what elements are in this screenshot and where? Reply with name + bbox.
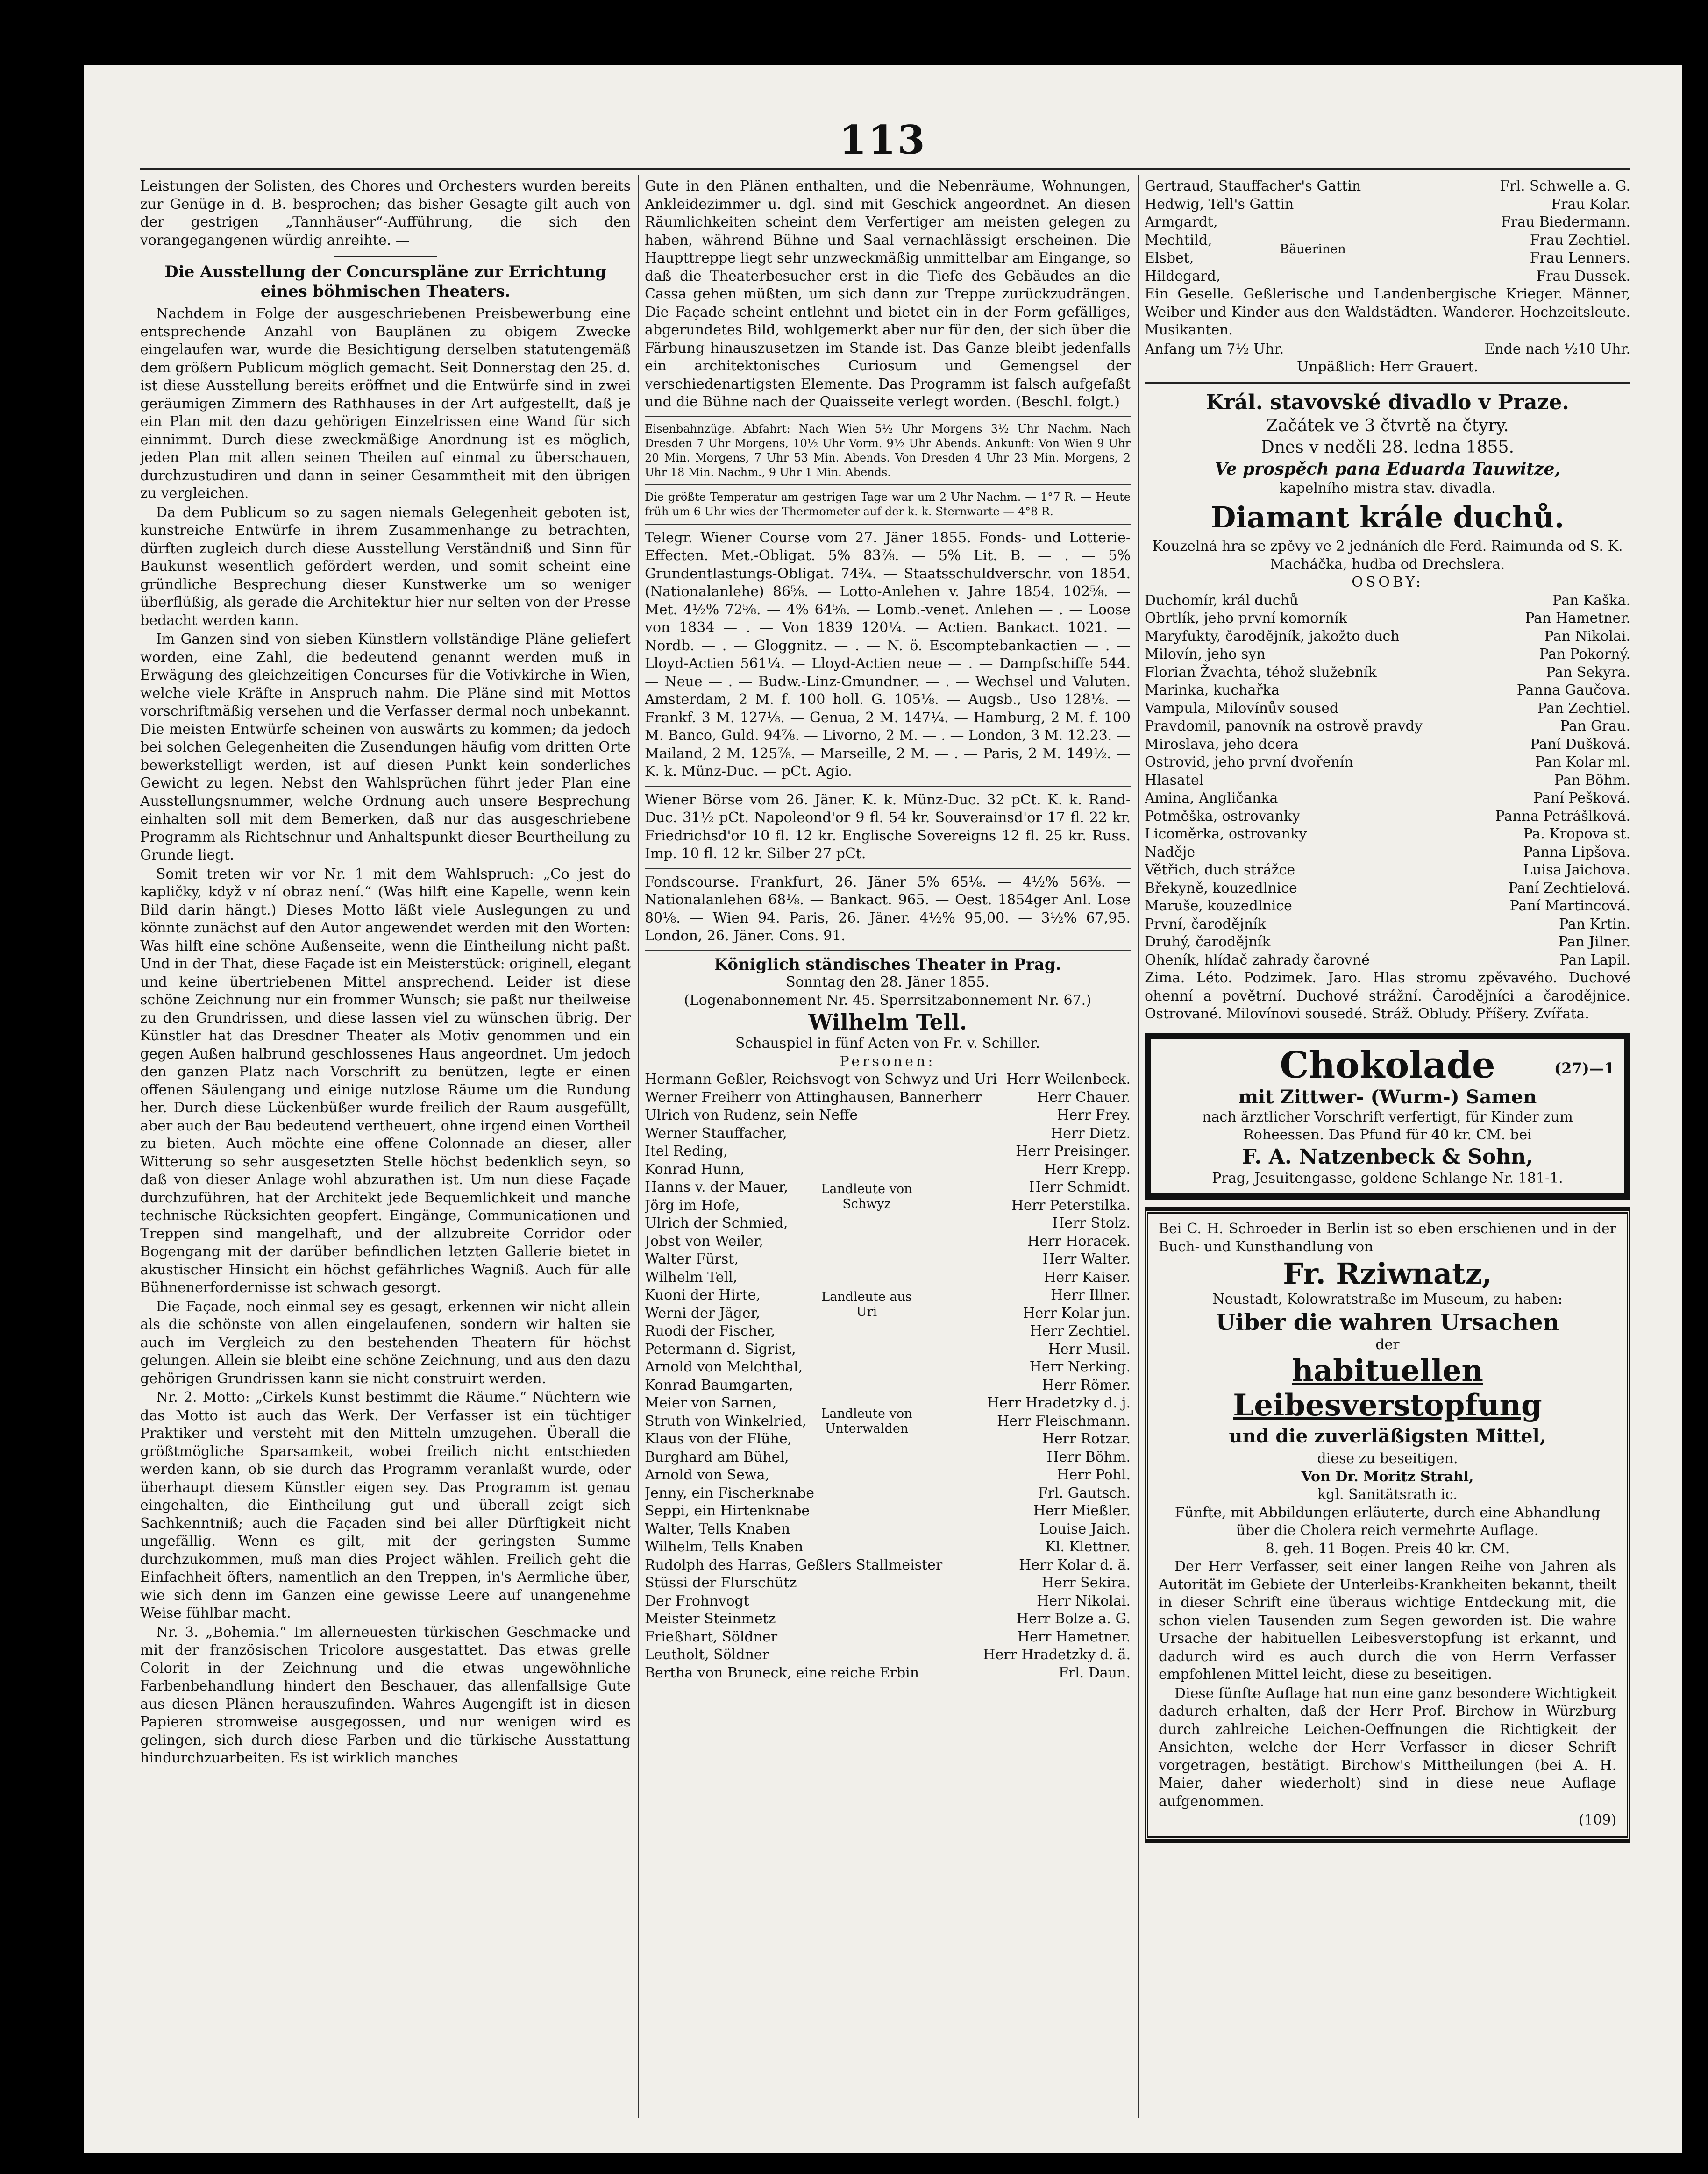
cast-row: Wilhelm, Tells Knaben Kl. Klettner. [645,1539,1131,1555]
cast-row: Potměška, ostrovanky Panna Petrášlková. [1145,808,1630,824]
cast-list-b [645,1485,1131,1683]
extras: Ein Geselle. Geßlerische und Landenbergische Krieger. Männer, Weiber und Kinder aus den Waldstädten. Wanderer. Hochzeitsleute. Musikanten. [1145,286,1630,338]
czech-start-time: Začátek ve 3 čtvrtě na čtyry. [1266,416,1509,435]
divider [645,524,1131,525]
cast-group-unterwalden: Arnold von Melchthal, Konrad Baumgarten, Meier von Sarnen, Struth von Winkelried, Klaus von der Flühe, Burghard am Bühel, Arnold von Sewa, Landleute von Unterwalden Herr Nerking. Herr Römer. Herr Hradetzky d. j. Herr Fleischmann. Herr Rotzar. Herr Böhm. Herr Pohl. [645,1359,1131,1483]
cast-row: Maryfukty, čarodějník, jakožto duch Pan Nikolai. [1145,628,1630,645]
ad-reference: (27)—1 [1554,1059,1615,1077]
article-paragraph: Nr. 3. „Bohemia.“ Im allerneuesten türkischen Geschmacke und mit der französischen Tricolore ausgestattet. Das etwas grelle Colorit in der Zeichnung und die etwas ungewöhnliche Farbenbehandlung hindert den Beschauer, das allenfallsige Gute aus diesen Plänen herauszufinden. Wahres Augengift ist in diesen Papieren stromweise ausgegossen, und nur wenigen wird es gelingen, sich durch diese Farben und die türkische Ausstattung hindurchzuarbeiten. Es ist wirklich manches [140,1624,631,1766]
divider [645,786,1131,787]
page-number: 113 [839,117,927,163]
newspaper-page [84,65,1682,2153]
column-2 [645,178,1131,2116]
cast-row: Florian Žvachta, téhož služebník Pan Sekyra. [1145,664,1630,681]
cast-row: Bertha von Bruneck, eine reiche Erbin Frl. Daun. [645,1664,1131,1681]
column-divider [1138,175,1139,2118]
ad-paragraph: Der Herr Verfasser, seit einer langen Reihe von Jahren als Autorität im Gebiete der Unterleibs-Krankheiten bekannt, theilt in dieser Schrift eine überaus wichtige Entdeckung mit, die schon vielen Tausenden zum Segen geworden ist. Die wahre Ursache der habituellen Leibesverstopfung ist erkannt, und dadurch wird es auch durch die von Herrn Verfasser empfohlenen Mittel leicht, diese zu beseitigen. [1159,1558,1616,1683]
cast-row: Werner Freiherr von Attinghausen, Bannerherr Herr Chauer. [645,1089,1131,1106]
cast-row: Meister Steinmetz Herr Bolze a. G. [645,1611,1131,1627]
cast-row: Werner Stauffacher, Herr Dietz. [645,1125,1131,1142]
cast-row: Ulrich von Rudenz, sein Neffe Herr Frey. [645,1107,1131,1123]
book-author: Von Dr. Moritz Strahl, [1301,1468,1474,1485]
cast-row: Milovín, jeho syn Pan Pokorný. [1145,646,1630,662]
divider [645,416,1131,417]
cast-row: Licoměrka, ostrovanky Pa. Kropova st. [1145,826,1630,842]
cast-list-a [645,1071,1131,1143]
czech-benefit: Ve prospěch pana Eduarda Tauwitze, [1215,459,1560,479]
cast-row: Duchomír, král duchů Pan Kaška. [1145,592,1630,609]
cast-row: Obrtlík, jeho první komorník Pan Hametner. [1145,610,1630,626]
header-rule [140,168,1630,170]
book-edition: Fünfte, mit Abbildungen erläuterte, durch eine Abhandlung über die Cholera reich vermehrte Auflage. [1174,1504,1601,1539]
divider [645,868,1131,869]
cast-row: Naděje Panna Lipšova. [1145,844,1630,860]
cast-row: Ostrovid, jeho první dvořenín Pan Kolar ml. [1145,754,1630,770]
czech-extras: Zima. Léto. Podzimek. Jaro. Hlas stromu zpěvavého. Duchové ohenní a povětrní. Duchové strážní. Čarodějníci a čarodějnice. Ostrované. Milovínovi sousedé. Stráž. Obludy. Příšery. Zvířata. [1145,970,1630,1022]
ad-address: Prag, Jesuitengasse, goldene Schlange Nr. 181-1. [1212,1170,1563,1186]
book-title-main: habituellen Leibesverstopfung [1233,1353,1542,1423]
cast-group-schwyz: Itel Reding, Konrad Hunn, Hanns v. der Mauer, Jörg im Hofe, Ulrich der Schmied, Jobst von Weiler, Landleute von Schwyz Herr Preisinger. Herr Krepp. Herr Schmidt. Herr Peterstilka. Herr Stolz. Herr Horacek. [645,1143,1131,1250]
book-title-line: der [1375,1336,1400,1353]
divider [1145,382,1630,384]
ad-intro: Bei C. H. Schroeder in Berlin ist so eben erschienen und in der Buch- und Kunsthandlung von [1159,1221,1616,1255]
cast-row: Seppi, ein Hirtenknabe Herr Mießler. [645,1503,1131,1519]
cast-group-uri: Walter Fürst, Wilhelm Tell, Kuoni der Hirte, Werni der Jäger, Ruodi der Fischer, Petermann d. Sigrist, Landleute aus Uri Herr Walter. Herr Kaiser. Herr Illner. Herr Kolar jun. Herr Zechtiel. Herr Musil. [645,1251,1131,1357]
ad-title: Chokolade (27)—1 [1160,1045,1615,1086]
theater-date: Sonntag den 28. Jäner 1855. [786,974,989,990]
cast-row: Walter, Tells Knaben Louise Jaich. [645,1520,1131,1537]
cast-row: Rudolph des Harras, Geßlers Stallmeister Herr Kolar d. ä. [645,1556,1131,1573]
time-row: Anfang um 7½ Uhr. Ende nach ½10 Uhr. [1145,341,1630,357]
vienna-boerse: Wiener Börse vom 26. Jäner. K. k. Münz-Duc. 32 pCt. K. k. Rand-Duc. 31½ pCt. Napoleond'or 9 fl. 54 kr. Souverainsd'or 17 fl. 22 kr. Friedrichsd'or 10 fl. 12 kr. Englische Sovereigns 12 fl. 25 kr. Russ. Imp. 10 fl. 12 kr. Silber 27 pCt. [645,791,1131,862]
czech-cast-heading: OSOBY: [1352,574,1423,590]
cast-row: Der Frohnvogt Herr Nikolai. [645,1592,1131,1609]
book-author-role: kgl. Sanitätsrath ic. [1317,1486,1458,1503]
book-advertisement [1145,1210,1630,1840]
bookseller-name: Fr. Rziwnatz, [1283,1257,1492,1291]
article-paragraph: Somit treten wir vor Nr. 1 mit dem Wahlspruch: „Co jest do kapličky, když v ní obraz není.“ (Was hilft eine Kapelle, wenn kein Bild darin hängt.) Dieses Motto läßt viele Auslegungen zu und könnte zunächst auf den Autor angewendet werden mit den Worten: Was hilft eine schöne Außenseite, wenn die Eintheilung nicht paßt. Und in der That, diese Façade ist ein Meisterstück: originell, elegant und keine übertriebenen Mittel ansprechend. Leider ist diese schöne Zeichnung nur ein frommer Wunsch; sie paßt nur theilweise zu den Grundrissen, und diese lassen viel zu wünschen übrig. Der Künstler hat das Dresdner Theater als Motiv genommen und ein gegen Außen halbrund geschlossenes Haus angeordnet. Um jedoch den ganzen Platz nach Vorschrift zu benützen, legte er einen offenen Säulengang und einige nutzlose Räume um die Rundung her. Durch diese Lückenbüßer wurde freilich der Raum ausgefüllt, aber auch der Bau bedeutend vertheuert, ohne irgend einen Vortheil zu bieten. Auch möchte eine offene Colonnade an dieser, aller Witterung so sehr ausgesetzten Stelle höchst bedenklich seyn, so daß von dieser Anlage wohl abzurathen ist. Um nun diese Façade durchzuführen, hat der Architekt jede Bequemlichkeit und manche technische Rücksichten geopfert. Eingänge, Communicationen und Treppen sind mangelhaft, und der allzubreite Corridor oder Bogengang mit der darüber befindlichen letzten Gallerie bietet in akustischer Hinsicht ein höchst gefährliches Wagniß. Auch für alle Bühnenerfordernisse ist schwach gesorgt. [140,866,631,1296]
cast-row: Hermann Geßler, Reichsvogt von Schwyz und Uri Herr Weilenbeck. [645,1071,1131,1087]
cast-row: První, čarodějník Pan Krtin. [1145,916,1630,932]
cast-row: Břekyně, kouzedlnice Paní Zechtielová. [1145,880,1630,896]
book-title-line: diese zu beseitigen. [1317,1450,1458,1467]
cast-row: Frießhart, Söldner Herr Hametner. [645,1628,1131,1645]
group-label: Landleute aus Uri [821,1289,912,1319]
czech-play-title: Diamant krále duchů. [1210,500,1565,534]
cast-row: Amina, Angličanka Paní Pešková. [1145,790,1630,806]
cast-group-baeuerinnen: Armgardt, Mechtild, Elsbet, Hildegard, Bäuerinen Frau Biedermann. Frau Zechtiel. Frau Lenners. Frau Dussek. [1145,214,1630,284]
play-title: Wilhelm Tell. [808,1009,967,1035]
divider [645,484,1131,485]
ad-subtitle: mit Zittwer- (Wurm-) Samen [1238,1086,1537,1108]
ad-paragraph: Diese fünfte Auflage hat nun eine ganz besondere Wichtigkeit dadurch erhalten, daß der Herr Prof. Birchow in Würzburg durch zahlreiche Leichen-Oeffnungen die Richtigkeit der Ansichten, welche der Herr Verfasser in dieser Schrift vorgetragen, bestätigt. Birchow's Mittheilungen (bei A. H. Maier, daher wiederholt) sind in diese neue Auflage aufgenommen. [1159,1685,1616,1810]
cast-row: Leutholt, Söldner Herr Hradetzky d. ä. [645,1647,1131,1663]
bookseller-address: Neustadt, Kolowratstraße im Museum, zu haben: [1212,1291,1563,1307]
group-label: Bäuerinen [1280,242,1346,256]
article-paragraph: Nr. 2. Motto: „Cirkels Kunst bestimmt die Räume.“ Nüchtern wie das Motto ist auch das Werk. Der Verfasser ist ein tüchtiger Praktiker und versteht mit den Mitteln umzugehen. Überall die größtmögliche Sparsamkeit, wobei freilich nicht entschieden werden kann, ob sie durch das Programm veranlaßt wurde, oder überhaupt diesem Künstler eigen sey. Das Programm ist genau eingehalten, die Eintheilung gut und überall zeigt sich Sachkenntniß; auch die Façaden sind bei aller Dürftigkeit nicht ungefällig. Wenn es gilt, mit der geringsten Summe durchzukommen, muß man dies Project wählen. Freilich geht die Einfachheit öfters, namentlich an den Treppen, in's Aermliche über, wie sich denn im Ganzen eine gewisse Leere auf unangenehme Weise fühlbar macht. [140,1389,631,1621]
vienna-exchange-rates: Telegr. Wiener Course vom 27. Jäner 1855. Fonds- und Lotterie-Effecten. Met.-Obligat. 5% 83⅞. — 5% Lit. B. — . — 5% Grundentlastungs-Obligat. 74¾. — Staatsschuldverschr. von 1854. (Nationalanlehe) 86⅝. — Lotto-Anlehen v. Jahre 1854. 102⅝. — Met. 4½% 72⅝. — 4% 64⅝. — Lomb.-venet. Anlehen — . — Loose von 1834 — . — Von 1839 120¼. — Actien. Bankact. 1021. — Nordb. — . — Gloggnitz. — . — N. ö. Escomptebankactien — . — Lloyd-Actien 561¼. — Lloyd-Actien neue — . — Dampfschiffe 544. — Neue — . — Budw.-Linz-Gmundner. — . — Wechsel und Valuten. Amsterdam, 2 M. f. 100 holl. G. 105⅛. — Augsb., Uso 128⅛. — Frankf. 3 M. 127⅛. — Genua, 2 M. 147¼. — Hamburg, 2 M. f. 100 M. Banco, Guld. 94⅞. — Livorno, 2 M. — . — London, 3 M. 12.23. — Mailand, 2 M. 125⅞. — Marseille, 2 M. — . — Paris, 2 M. 149½. — K. k. Münz-Duc. — pCt. Agio. [645,529,1131,780]
cast-row: Gertraud, Stauffacher's Gattin Frl. Schwelle a. G. [1145,178,1630,194]
cast-heading: Personen: [840,1053,936,1070]
article-heading: Die Ausstellung der Concurspläne zur Errichtung eines böhmischen Theaters. [164,263,606,301]
play-genre: Schauspiel in fünf Acten von Fr. v. Schiller. [735,1035,1040,1051]
cast-row: Vampula, Milovínův soused Pan Zechtiel. [1145,700,1630,717]
ad-firm: F. A. Natzenbeck & Sohn, [1242,1144,1533,1169]
column-divider [638,175,639,2118]
section-rule [334,256,437,257]
cast-row: Druhý, čarodějník Pan Jilner. [1145,934,1630,950]
indisposed-note: Unpäßlich: Herr Grauert. [1296,359,1479,375]
article-paragraph: Nachdem in Folge der ausgeschriebenen Preisbewerbung eine entsprechende Anzahl von Bauplänen zu obigem Zwecke eingelaufen war, wurde die Besichtigung derselben statutengemäß dem größern Publicum möglich gemacht. Seit Donnerstag den 25. d. ist diese Ausstellung bereits eröffnet und die Entwürfe sind in zwei geräumigen Zimmern des Rathhauses in der Art aufgestellt, daß je ein Plan mit den dazu gehörigen Einzelrissen eine Wand für sich einnimmt. Durch diese zweckmäßige Anordnung ist es möglich, jeden Plan mit allen seinen Theilen auf einmal zu überschauen, durchzustudiren und dann in seiner Gesammtheit mit den übrigen zu vergleichen. [140,305,631,502]
cast-row: Stüssi der Flurschütz Herr Sekira. [645,1575,1131,1591]
cast-row: Maruše, kouzedlnice Paní Martincová. [1145,898,1630,914]
column-1 [140,178,631,2116]
cast-row: Větřich, duch strážce Luisa Jaichova. [1145,862,1630,878]
fonds-course: Fondscourse. Frankfurt, 26. Jäner 5% 65⅛. — 4½% 56⅜. — Nationalanlehen 68⅛. — Bankact. 965. — Oest. 1854ger Anl. Lose 80⅛. — Wien 94. Paris, 26. Jäner. 4½% 95,00. — 3½% 67,95. London, 26. Jäner. Cons. 91. [645,874,1131,944]
intro-paragraph: Leistungen der Solisten, des Chores und Orchesters wurden bereits zur Genüge in d. B. besprochen; das bisher Gesagte gilt auch von der gestrigen „Tannhäuser“-Aufführung, die sich den vorangegangenen würdig anreihte. — [140,178,631,249]
czech-play-desc: Kouzelná hra se zpěvy ve 2 jednáních dle Ferd. Raimunda od S. K. Macháčka, hudba od Drechslera. [1152,538,1623,573]
cast-row: Hlasatel Pan Böhm. [1145,772,1630,789]
theater-title: Königlich ständisches Theater in Prag. [714,955,1061,974]
cast-row: Oheník, hlídač zahrady čarovné Pan Lapil. [1145,952,1630,968]
cast-row: Jenny, ein Fischerknabe Frl. Gautsch. [645,1485,1131,1501]
group-label: Landleute von Unterwalden [821,1406,912,1436]
ad-text: nach ärztlicher Vorschrift verfertigt, für Kinder zum Roheessen. Das Pfund für 40 kr. CM. bei [1202,1108,1573,1143]
czech-benefit-role: kapelního mistra stav. divadla. [1279,480,1496,497]
temperature-report: Die größte Temperatur am gestrigen Tage war um 2 Uhr Nachm. — 1°7 R. — Heute früh um 6 Uhr wies der Thermometer auf der k. k. Sternwarte — 4°8 R. [645,490,1131,518]
cast-row: Marinka, kuchařka Panna Gaučova. [1145,682,1630,698]
book-title-line: und die zuverläßigsten Mittel, [1229,1425,1546,1447]
ad-reference: (109) [1579,1812,1616,1828]
book-price: 8. geh. 11 Bogen. Preis 40 kr. CM. [1265,1540,1510,1557]
article-paragraph: Die Façade, noch einmal sey es gesagt, erkennen wir nicht allein als die schönste von allen eingelaufenen, sondern wir halten sie auch im Vergleich zu den bestehenden Theatern für höchst gelungen. Allein sie bleibt eine schöne Zeichnung, und aus den dazu gehörigen Grundrissen kann sie nicht construirt werden. [140,1298,631,1387]
cast-row: Pravdomil, panovník na ostrově pravdy Pan Grau. [1145,718,1630,734]
theater-abonnement: (Logenabonnement Nr. 45. Sperrsitzabonnement Nr. 67.) [684,992,1091,1009]
czech-date: Dnes v neděli 28. ledna 1855. [1260,437,1515,457]
chocolate-advertisement [1145,1033,1630,1200]
czech-theater-title: Král. stavovské divadlo v Praze. [1206,390,1569,414]
railway-schedule: Eisenbahnzüge. Abfahrt: Nach Wien 5½ Uhr Morgens 3½ Uhr Nachm. Nach Dresden 7 Uhr Morgens, 10½ Uhr Vorm. 9½ Uhr Abends. Ankunft: Von Wien 9 Uhr 20 Min. Morgens, 7 Uhr 53 Min. Abends. Von Dresden 4 Uhr 23 Min. Morgens, 2 Uhr 18 Min. Nachm., 9 Uhr 1 Min. Abends. [645,422,1131,479]
column-3 [1145,178,1630,2116]
divider [645,950,1131,951]
group-label: Landleute von Schwyz [821,1181,912,1211]
article-continuation: Gute in den Plänen enthalten, und die Nebenräume, Wohnungen, Ankleidezimmer u. dgl. sind mit Geschick angeordnet. An diesen Räumlichkeiten scheint dem Verfertiger am meisten gelegen zu haben, während Bühne und Saal vernachlässigt erscheinen. Die Haupttreppe liegt sehr unzweckmäßig unmittelbar am Eingange, so daß die Theaterbesucher erst in die Tiefe des Gebäudes an die Cassa gehen müßten, um sich dann zur Treppe zurückzudrängen. Die Façade scheint entlehnt und bietet ein in der Form gefälliges, abgerundetes Bild, wohlgemerkt aber nur für den, der sich über die Färbung hinauszusetzen im Stande ist. Das Ganze bleibt jedenfalls ein architektonisches Curiosum und Gemengsel der verschiedenartigsten Elemente. Das Programm ist falsch aufgefaßt und die Bühne nach der Quaisseite verlegt worden. (Beschl. folgt.) [645,178,1131,410]
article-paragraph: Im Ganzen sind von sieben Künstlern vollständige Pläne geliefert worden, eine Zahl, die bedeutend genannt werden muß in Erwägung des gleichzeitigen Concurses für die Votivkirche in Wien, welche viele Kräfte in Anspruch nahm. Die Pläne sind mit Mottos vorschriftmäßig versehen und die Verfasser dermal noch unbekannt. Die meisten Entwürfe scheinen von auswärts zu kommen; da jedoch bei solchen Gelegenheiten die Zusendungen häufig vom dritten Orte bewerkstelligt werden, ist auf diesen Punkt kein sonderliches Gewicht zu legen. Nebst den Wahlsprüchen führt jeder Plan eine Ausstellungsnummer, welche Ordnung auch unsere Besprechung einhalten soll mit dem Bemerken, daß nur das ausgeschriebene Programm als Richtschnur und Anhaltspunkt dieser Beurtheilung zu Grunde liegt. [140,631,631,863]
cast-row: Miroslava, jeho dcera Paní Dušková. [1145,736,1630,753]
article-paragraph: Da dem Publicum so zu sagen niemals Gelegenheit geboten ist, kunstreiche Entwürfe in ihrem Zusammenhange zu betrachten, dürften zugleich durch diese Ausstellung Verständniß und Sinn für Baukunst wesentlich gefördert werden, und somit scheint eine gründliche Besprechung dieser Kunstwerke um so weniger überflüßig, als gerade die Architektur hier nur selten von der Presse bedacht werden kann. [140,504,631,629]
cast-row: Hedwig, Tell's Gattin Frau Kolar. [1145,196,1630,213]
czech-cast-list [1145,592,1630,970]
book-title-line: Uiber die wahren Ursachen [1216,1309,1559,1336]
